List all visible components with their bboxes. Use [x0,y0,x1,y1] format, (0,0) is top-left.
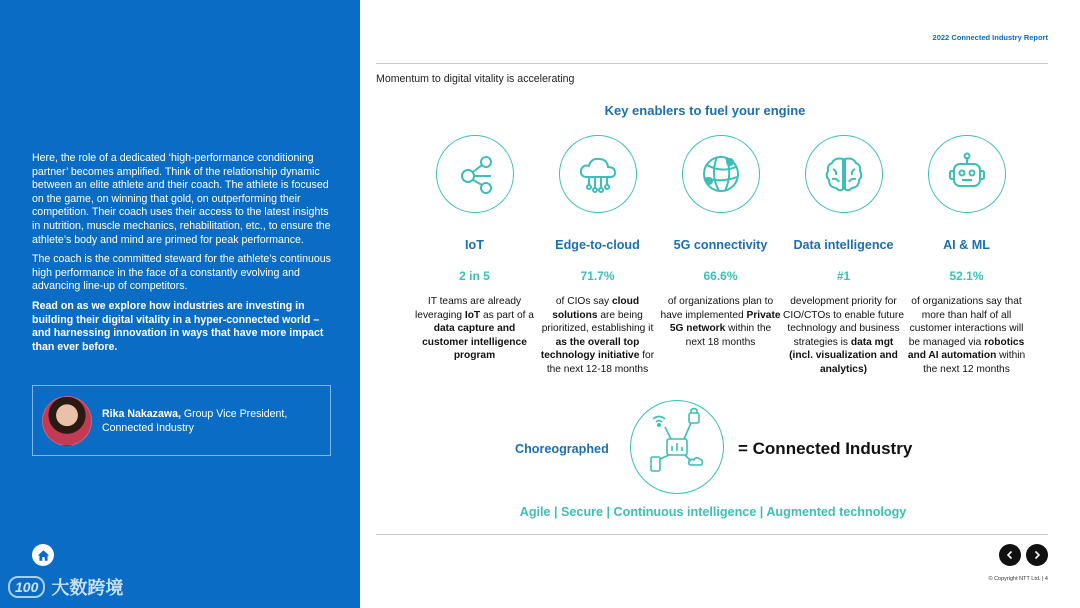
enabler-description: IT teams are already leveraging IoT as part of a data capture and customer intelligence program [415,296,534,362]
enabler-description: development priority for CIO/CTOs to enable future technology and business strategies is data mgt (incl. visualization and analytics) [783,296,904,375]
author-name: Rika Nakazawa, [102,407,181,420]
home-icon [37,549,50,562]
enabler-icon-circle [559,135,637,213]
intro-cta: Read on as we explore how industries are investing in building their digital vitality in a hyper-connected world – and harnessing innovation in ways that have more impact than ever before. [32,299,324,353]
enabler-label: Edge-to-cloud [555,238,640,252]
enablers-row [413,135,1053,405]
author-unit: Connected Industry [102,421,194,434]
enabler-value: 71.7% [580,269,615,283]
globe-network-icon [698,151,744,197]
enabler-value: 52.1% [949,269,984,283]
left-panel [0,0,360,608]
enabler-icon-circle [682,135,760,213]
enabler-icon-circle [436,135,514,213]
enabler-value: 66.6% [703,269,738,283]
enabler-ai-ml [905,135,1028,377]
enabler-label: IoT [465,238,484,252]
choreographed-label: Choreographed [515,442,609,456]
enabler-description: of organizations plan to have implemented Private 5G network within the next 18 months [660,296,781,348]
enabler-label: Data intelligence [793,238,894,252]
robot-icon [944,151,990,197]
enabler-description: of CIOs say cloud solutions are being prioritized, establishing it as the overall top technology initiative for the next 12-18 months [540,296,655,375]
tagline: Agile | Secure | Continuous intelligence | Augmented technology [519,505,907,519]
chevron-left-icon [1005,550,1015,560]
author-info [102,407,287,435]
enabler-label: AI & ML [943,238,990,252]
right-panel [360,0,1080,608]
connected-devices-icon [631,401,723,493]
cloud-network-icon [575,151,621,197]
enabler-5g-connectivity [659,135,782,349]
enabler-value: 2 in 5 [459,269,490,283]
connected-industry-label: = Connected Industry [738,439,913,458]
intro-paragraph-2: The coach is the committed steward for the athlete’s continuous high performance in the face of a constantly evolving and advancing line-up of competitors. [32,253,331,293]
prev-page-button[interactable] [999,544,1021,566]
next-page-button[interactable] [1026,544,1048,566]
network-nodes-icon [453,152,497,196]
enabler-edge-to-cloud [536,135,659,377]
avatar [42,396,92,446]
enabler-value: #1 [836,269,851,283]
enabler-iot [413,135,536,363]
enabler-icon-circle [805,135,883,213]
connected-industry-hub [630,400,724,494]
section-subtitle: Momentum to digital vitality is accelerating [376,73,575,85]
copyright: © Copyright NTT Ltd. | 4 [988,576,1048,582]
enabler-icon-circle [928,135,1006,213]
watermark [8,574,123,600]
author-role: Group Vice President, [180,407,288,420]
brain-icon [821,151,867,197]
enabler-data-intelligence [782,135,905,377]
enabler-description: of organizations say that more than half of all customer interactions will be managed via robotics and AI automation within the next 12 months [907,296,1026,375]
bottom-divider [376,534,1048,535]
watermark-logo: 100 [8,576,45,598]
top-divider [376,63,1048,64]
intro-text [32,152,334,360]
home-button[interactable] [32,544,54,566]
intro-paragraph-1: Here, the role of a dedicated ‘high-performance conditioning partner’ becomes amplified. Think of the relationship dynamic between an elite athlete and their coach. The athlete is focused on the game, on winning that gold, on outperforming their competition. Their coach uses their access to the latest insights in nutrition, muscle mechanics, rehabilitation, etc., to ensure the athlete’s body and mind are primed for peak performance. [32,152,331,246]
author-card [32,385,331,456]
watermark-text: 大数跨境 [51,578,124,598]
report-title: 2022 Connected Industry Report [932,33,1048,42]
chevron-right-icon [1032,550,1042,560]
enabler-label: 5G connectivity [673,238,768,252]
key-enablers-title: Key enablers to fuel your engine [604,103,806,118]
